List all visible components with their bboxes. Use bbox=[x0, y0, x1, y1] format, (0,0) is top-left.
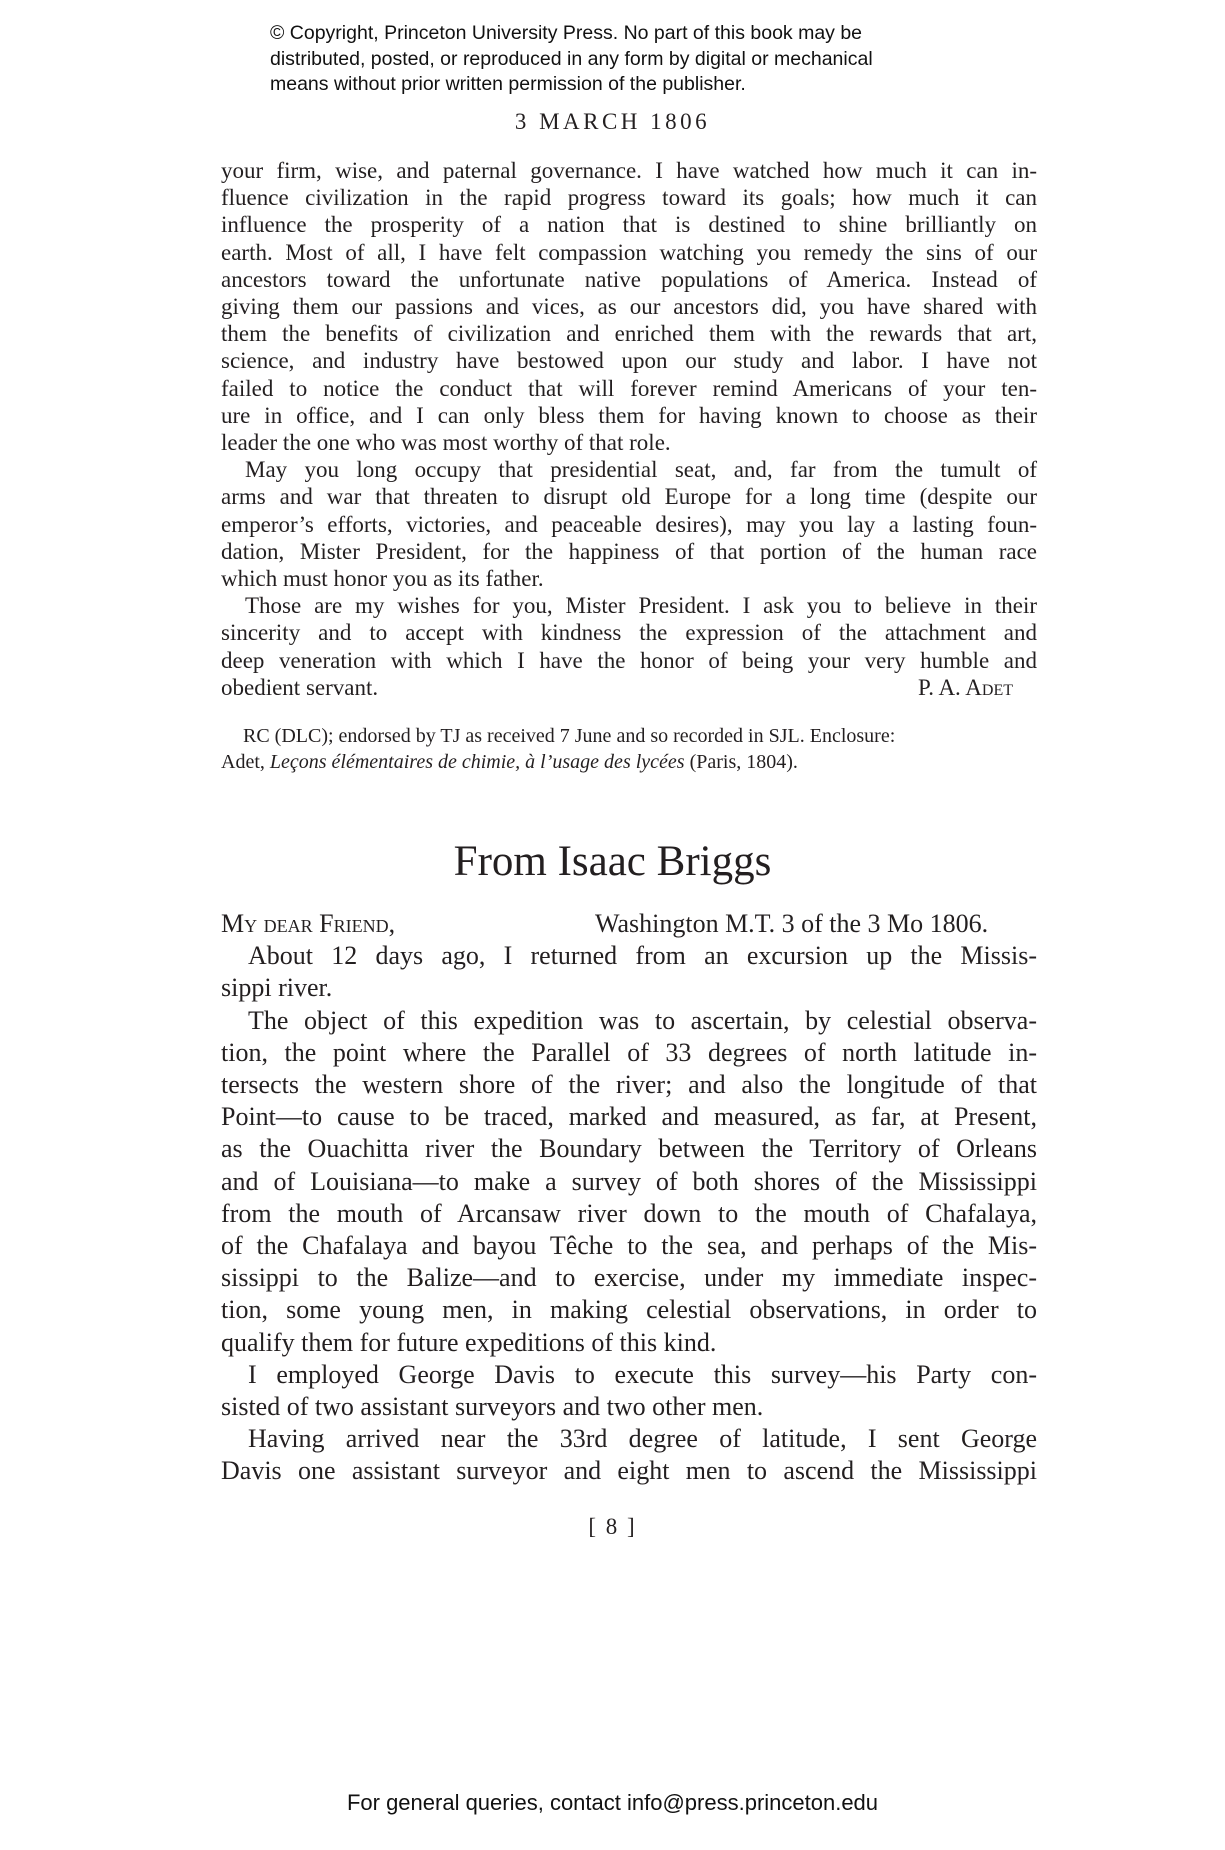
text-line: tersects the western shore of the river; and also the longitude of that bbox=[221, 1070, 1037, 1099]
letter-two-paragraph-4 bbox=[221, 1423, 1037, 1487]
closing-text: obedient servant. bbox=[221, 674, 379, 700]
closing-line bbox=[221, 674, 1037, 701]
text-line: The object of this expedition was to ascertain, by celestial observa- bbox=[248, 1005, 1037, 1035]
running-head: 3 MARCH 1806 bbox=[514, 109, 711, 134]
source-note-suffix: (Paris, 1804). bbox=[684, 751, 798, 773]
text-line: your firm, wise, and paternal governance. I have watched how much it can in- bbox=[221, 158, 1037, 183]
text-line: sippi river. bbox=[221, 973, 333, 1003]
letter-one-paragraph-2 bbox=[221, 456, 1037, 592]
text-line: tion, some young men, in making celestial observations, in order to bbox=[221, 1295, 1037, 1325]
text-line: fluence civilization in the rapid progress toward its goals; how much it can bbox=[221, 185, 1037, 211]
salutation: My dear Friend, bbox=[221, 909, 396, 938]
copyright-line: © Copyright, Princeton University Press. No part of this book may be bbox=[270, 22, 863, 44]
text-line: About 12 days ago, I returned from an excursion up the Missis- bbox=[248, 941, 1037, 971]
text-line: tion, the point where the Parallel of 33 degrees of north latitude in- bbox=[221, 1037, 1037, 1067]
text-line: giving them our passions and vices, as our ancestors did, you have shared with bbox=[221, 294, 1037, 320]
text-line: sissippi to the Balize—and to exercise, under my immediate inspec- bbox=[221, 1263, 1037, 1293]
letter-one-paragraph-1 bbox=[221, 157, 1037, 456]
letter-heading: From Isaac Briggs bbox=[453, 838, 772, 885]
footer-contact: For general queries, contact info@press.princeton.edu bbox=[346, 1790, 879, 1815]
page-number: [ 8 ] bbox=[588, 1514, 637, 1539]
letter-two-paragraph-2 bbox=[221, 1005, 1037, 1359]
text-line: emperor’s efforts, victories, and peaceable desires), may you lay a lasting foun- bbox=[221, 511, 1037, 537]
text-line: dation, Mister President, for the happiness of that portion of the human race bbox=[221, 538, 1037, 564]
text-line: of the Chafalaya and bayou Têche to the sea, and perhaps of the Mis- bbox=[221, 1231, 1037, 1261]
source-note-line: RC (DLC); endorsed by TJ as received 7 June and so recorded in SJL. Enclosure: bbox=[243, 725, 896, 747]
text-line: sincerity and to accept with kindness the expression of the attachment and bbox=[221, 620, 1037, 646]
enclosure-title: Leçons élémentaires de chimie, à l’usage des lycées bbox=[269, 751, 685, 773]
text-line: Point—to cause to be traced, marked and measured, as far, at Present, bbox=[221, 1102, 1037, 1132]
letter-one-paragraph-3 bbox=[221, 592, 1037, 701]
text-line: failed to notice the conduct that will forever remind Americans of your ten- bbox=[221, 375, 1037, 401]
text-line: Davis one assistant surveyor and eight men to ascend the Mississippi bbox=[221, 1456, 1037, 1486]
source-note-prefix: Adet, bbox=[221, 751, 270, 773]
text-line: leader the one who was most worthy of that role. bbox=[221, 430, 671, 456]
text-line: and of Louisiana—to make a survey of both shores of the Mississippi bbox=[221, 1166, 1037, 1196]
salutation-line bbox=[221, 908, 1037, 940]
source-note bbox=[221, 723, 1037, 775]
text-line: earth. Most of all, I have felt compassion watching you remedy the sins of our bbox=[221, 239, 1037, 265]
text-line: deep veneration with which I have the honor of being your very humble and bbox=[221, 647, 1037, 673]
letter-two-paragraph-1 bbox=[221, 940, 1037, 1004]
text-line: May you long occupy that presidential seat, and, far from the tumult of bbox=[245, 457, 1037, 483]
letter-two-body bbox=[221, 908, 1037, 1488]
text-line: from the mouth of Arcansaw river down to the mouth of Chafalaya, bbox=[221, 1198, 1037, 1228]
letter-two-paragraph-3 bbox=[221, 1359, 1037, 1423]
text-line: sisted of two assistant surveyors and two other men. bbox=[221, 1392, 764, 1422]
text-line: qualify them for future expeditions of this kind. bbox=[221, 1327, 717, 1357]
dateline: Washington M.T. 3 of the 3 Mo 1806. bbox=[595, 909, 989, 938]
text-line: Those are my wishes for you, Mister President. I ask you to believe in their bbox=[245, 593, 1037, 619]
text-line: arms and war that threaten to disrupt old Europe for a long time (despite our bbox=[221, 484, 1037, 510]
text-line: them the benefits of civilization and enriched them with the rewards that art, bbox=[221, 321, 1037, 347]
text-line: as the Ouachitta river the Boundary between the Territory of Orleans bbox=[221, 1134, 1037, 1164]
text-line: I employed George Davis to execute this survey—his Party con- bbox=[248, 1359, 1037, 1389]
text-line: Having arrived near the 33rd degree of latitude, I sent George bbox=[248, 1424, 1037, 1454]
copyright-notice bbox=[270, 21, 1030, 98]
letter-one-body bbox=[221, 157, 1037, 701]
signature: P. A. Adet bbox=[917, 674, 1013, 700]
source-note-line bbox=[221, 749, 1037, 775]
text-line: influence the prosperity of a nation that is destined to shine brilliantly on bbox=[221, 212, 1037, 238]
text-line: science, and industry have bestowed upon our study and labor. I have not bbox=[221, 348, 1037, 374]
text-line: ancestors toward the unfortunate native populations of America. Instead of bbox=[221, 266, 1037, 292]
text-line: ure in office, and I can only bless them for having known to choose as their bbox=[221, 402, 1037, 428]
text-line: which must honor you as its father. bbox=[221, 566, 544, 592]
copyright-line: means without prior written permission of the publisher. bbox=[270, 73, 746, 95]
copyright-line: distributed, posted, or reproduced in any form by digital or mechanical bbox=[270, 47, 873, 70]
